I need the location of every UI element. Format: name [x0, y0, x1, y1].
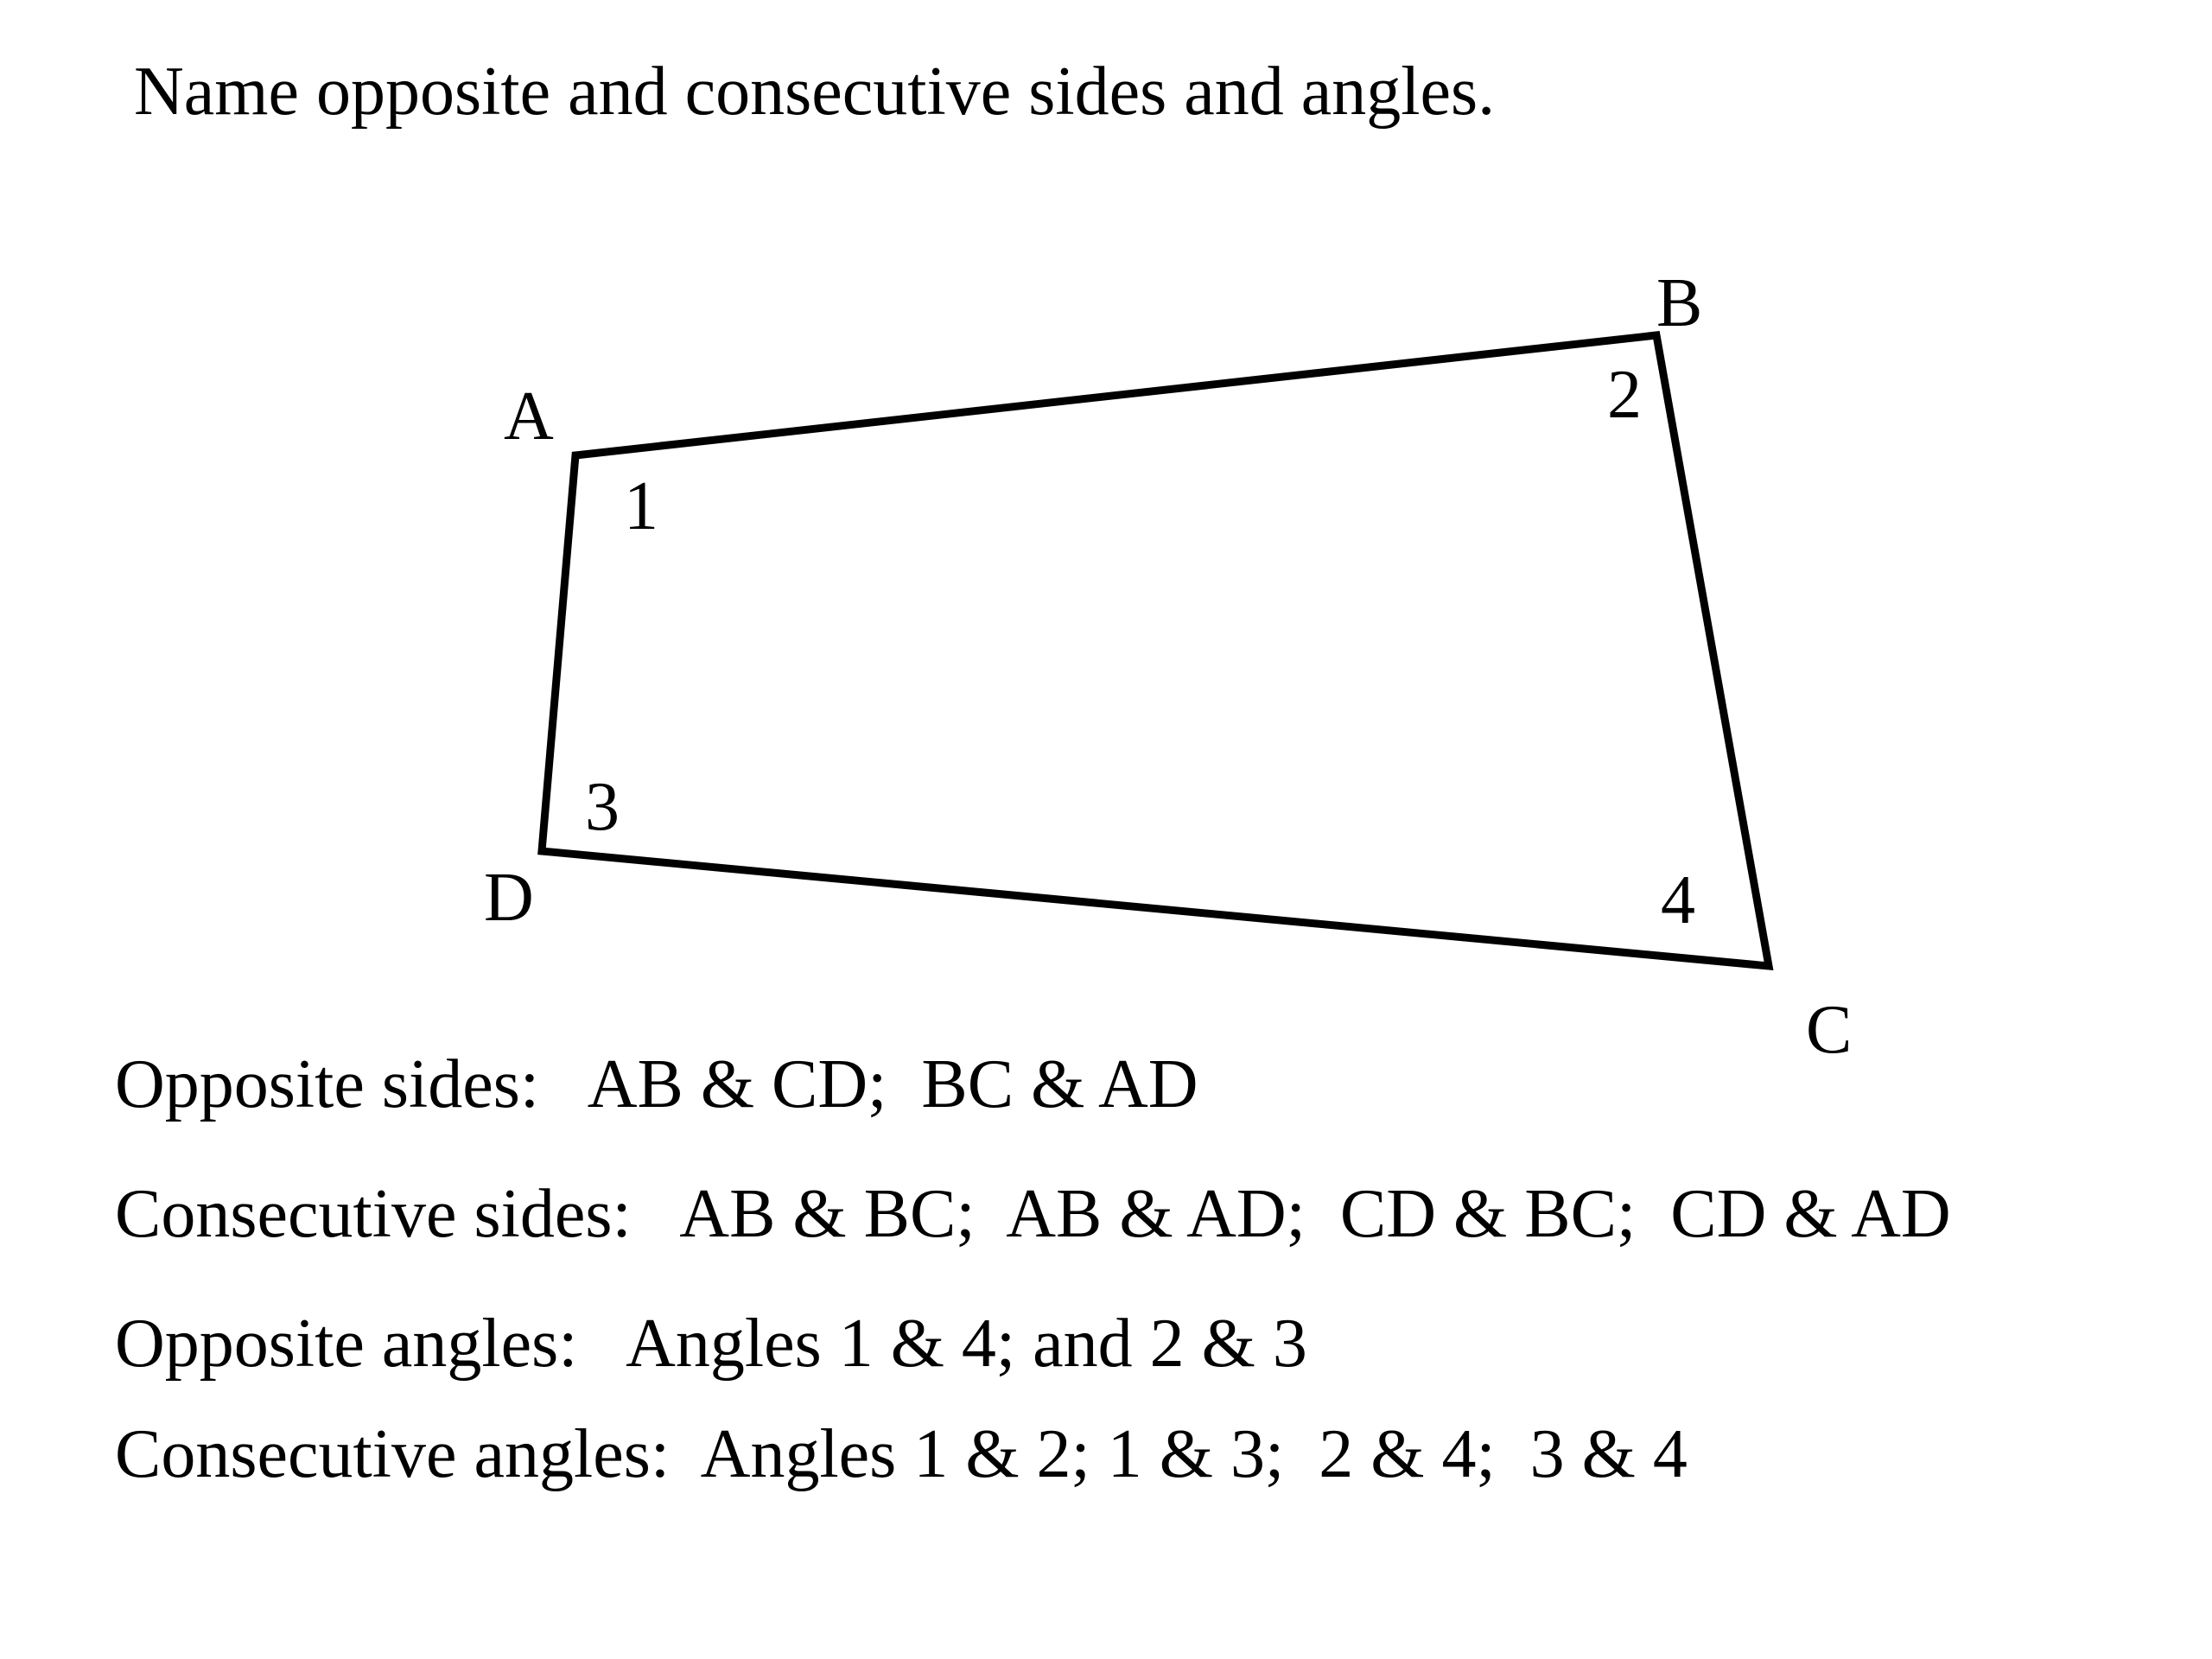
angle-label-4: 4	[1661, 862, 1695, 938]
statement-label: Opposite sides:	[115, 1046, 540, 1122]
vertex-label-a: A	[504, 378, 554, 454]
angle-label-2: 2	[1607, 357, 1642, 433]
statement-label: Consecutive angles:	[115, 1416, 671, 1492]
vertex-label-c: C	[1806, 992, 1853, 1068]
statement-value: Angles 1 & 2; 1 & 3; 2 & 4; 3 & 4	[700, 1416, 1688, 1492]
statement-value: AB & BC; AB & AD; CD & BC; CD & AD	[679, 1176, 1951, 1252]
opposite-angles-statement	[115, 1306, 1307, 1382]
statement-label: Opposite angles:	[115, 1306, 578, 1382]
consecutive-angles-statement	[115, 1416, 1688, 1492]
angle-label-3: 3	[585, 769, 620, 845]
page-title: Name opposite and consecutive sides and angles.	[134, 54, 1496, 130]
angle-label-1: 1	[624, 468, 658, 544]
opposite-sides-statement	[115, 1046, 1198, 1122]
statement-label: Consecutive sides:	[115, 1176, 632, 1252]
quadrilateral-shape	[542, 335, 1769, 966]
statement-value: AB & CD; BC & AD	[587, 1046, 1198, 1122]
vertex-label-b: B	[1656, 265, 1703, 341]
statement-value: Angles 1 & 4; and 2 & 3	[626, 1306, 1307, 1382]
vertex-label-d: D	[484, 860, 534, 936]
consecutive-sides-statement	[115, 1176, 1951, 1252]
